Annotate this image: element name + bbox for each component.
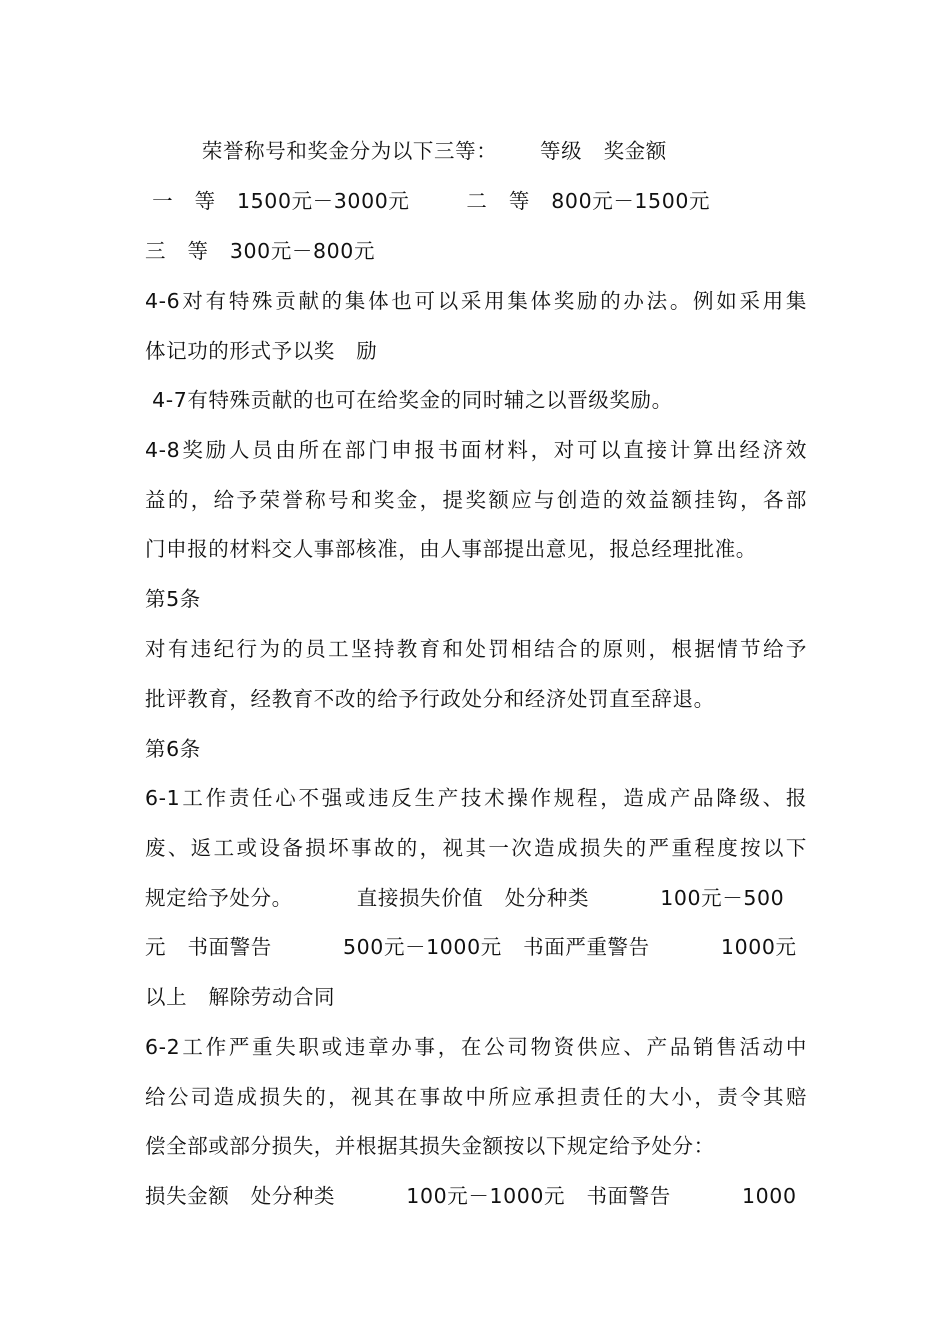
text-line: 一 等 1500元－3000元 二 等 800元－1500元 — [145, 189, 711, 213]
text-line: 损失金额 处分种类 100元－1000元 书面警告 1000 — [145, 1184, 797, 1208]
section-heading: 第5条 — [145, 587, 201, 611]
text-line: 4-6对有特殊贡献的集体也可以采用集体奖励的办法。例如采用集 — [145, 289, 807, 313]
text-line: 给公司造成损失的，视其在事故中所应承担责任的大小，责令其赔 — [145, 1085, 807, 1109]
text-line: 批评教育，经教育不改的给予行政处分和经济处罚直至辞退。 — [145, 687, 715, 711]
text-line: 对有违纪行为的员工坚持教育和处罚相结合的原则，根据情节给予 — [145, 637, 807, 661]
text-line: 规定给予处分。 直接损失价值 处分种类 100元－500 — [145, 886, 785, 910]
text-line: 6-2工作严重失职或违章办事，在公司物资供应、产品销售活动中 — [145, 1035, 807, 1059]
text-line: 体记功的形式予以奖 励 — [145, 339, 378, 363]
text-line: 4-7有特殊贡献的也可在给奖金的同时辅之以晋级奖励。 — [145, 388, 673, 412]
text-line: 荣誉称号和奖金分为以下三等： 等级 奖金额 — [145, 139, 667, 163]
text-line: 以上 解除劳动合同 — [145, 985, 336, 1009]
section-heading: 第6条 — [145, 737, 201, 761]
text-line: 废、返工或设备损坏事故的，视其一次造成损失的严重程度按以下 — [145, 836, 807, 860]
text-line: 4-8奖励人员由所在部门申报书面材料，对可以直接计算出经济效 — [145, 438, 807, 462]
text-line: 门申报的材料交人事部核准，由人事部提出意见，报总经理批准。 — [145, 537, 757, 561]
text-line: 6-1工作责任心不强或违反生产技术操作规程，造成产品降级、报 — [145, 786, 807, 810]
text-line: 元 书面警告 500元－1000元 书面严重警告 1000元 — [145, 935, 797, 959]
text-line: 三 等 300元－800元 — [145, 239, 376, 263]
text-line: 偿全部或部分损失，并根据其损失金额按以下规定给予处分： — [145, 1134, 715, 1158]
text-line: 益的，给予荣誉称号和奖金，提奖额应与创造的效益额挂钩，各部 — [145, 488, 807, 512]
